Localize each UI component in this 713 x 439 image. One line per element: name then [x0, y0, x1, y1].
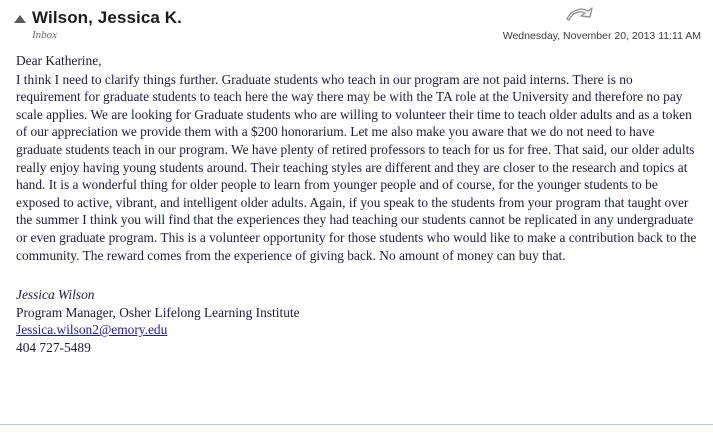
signature-title: Program Manager, Osher Lifelong Learning Institute [16, 304, 300, 320]
sender-name: Wilson, Jessica K. [32, 8, 182, 27]
mailbox-label: Inbox [32, 29, 58, 41]
signature-name: Jessica Wilson [16, 287, 95, 303]
signature-email-link[interactable]: Jessica.wilson2@emory.edu [16, 322, 168, 338]
greeting-line: Dear Katherine, [16, 53, 102, 68]
message-divider [0, 424, 713, 425]
sender-row [14, 8, 699, 28]
disclosure-triangle-icon[interactable] [14, 15, 26, 23]
message-header [0, 0, 713, 46]
message-body [0, 46, 713, 357]
body-paragraph: I think I need to clarify things further. Graduate students who teach in our program are not paid interns. There is no requirement for graduate students to teach here the way there may be with the TA role at the University and therefore no pay scale applies. We are looking for Graduate students who are willing to volunteer their time to teach older adults and as a token of our appreciation we provide them with a $200 honorarium. Let me also make you aware that we do not need to have graduate students teach in our program. We have plenty of retired professors to teach for us for free. That said, our older adults really enjoy having young students around. Their teaching styles are different and they are closer to the research and topics at hand. It is a wonderful thing for older people to learn from younger people and of course, for the younger students to be exposed to active, vibrant, and intelligent older adults. Again, if you speak to the students from your program that taught over the summer I think you will find that the experiences they had teaching our students cannot be replicated in any undergraduate or even graduate program. This is a volunteer opportunity for those students who would like to make a contribution back to the community. The reward comes from the experience of giving back. No amount of money can buy that. [16, 71, 697, 263]
message-date: Wednesday, November 20, 2013 11:11 AM [502, 30, 701, 42]
reply-arrow-icon[interactable] [565, 6, 595, 26]
signature-block [16, 286, 697, 356]
signature-phone: 404 727-5489 [16, 339, 91, 355]
